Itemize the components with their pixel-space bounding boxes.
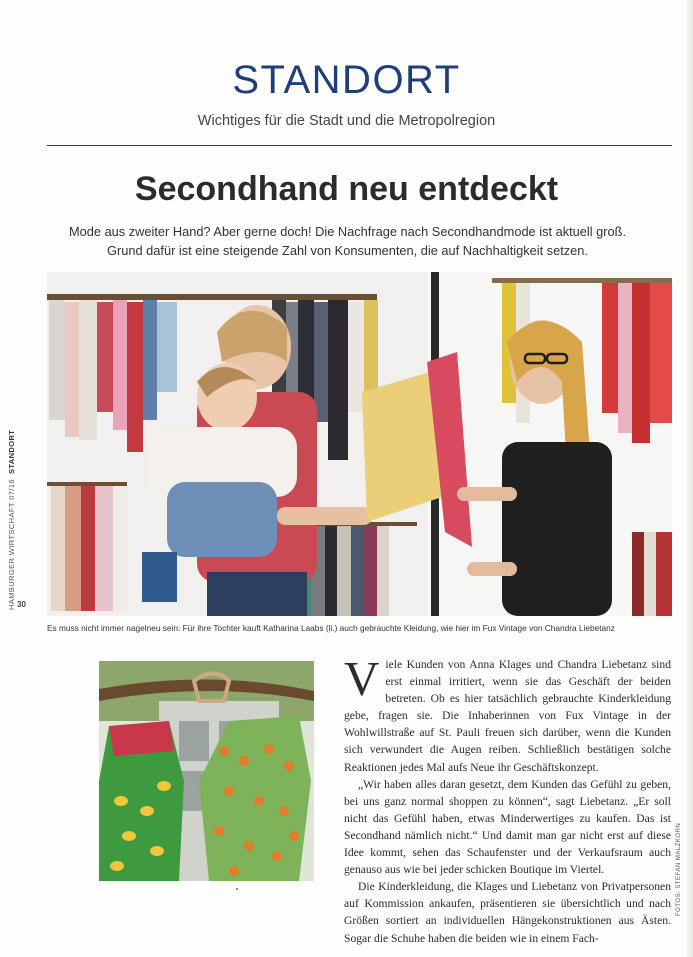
photo-dot — [236, 888, 238, 890]
page-edge — [687, 0, 693, 957]
magazine-name: HAMBURGER WIRTSCHAFT 07/16 — [7, 479, 16, 610]
photo-credit: FOTOS: STEFAN MALZKORN — [676, 822, 682, 916]
section-subtitle: Wichtiges für die Stadt und die Metropolregion — [197, 113, 496, 129]
section-title: STANDORT — [232, 58, 461, 102]
drop-cap: V — [344, 651, 380, 706]
page-number: 30 — [17, 600, 26, 609]
article-headline: Secondhand neu entdeckt — [134, 170, 559, 208]
header-rule — [47, 145, 672, 146]
running-section: STANDORT — [7, 429, 16, 475]
paragraph-1 — [344, 651, 671, 776]
article-body — [344, 651, 671, 947]
article-lead: Mode aus zweiter Hand? Aber gerne doch! Die Nachfrage nach Secondhandmode ist aktuell groß. Grund dafür ist eine steigende Zahl von Konsumenten, die auf Nachhaltigkeit setzen. — [69, 224, 626, 258]
main-photo — [47, 272, 672, 616]
photo-caption: Es muss nicht immer nagelneu sein: Für ihre Tochter kauft Katharina Laabs (li.) auch gebrauchte Kleidung, wie hier im Fux Vintage von Chandra Liebetanz — [47, 623, 615, 633]
paragraph-1-text: iele Kunden von Anna Klages und Chandra Liebetanz sind erst einmal irritiert, wenn sie das Geschäft der beiden betreten. Ob es hier tatsächlich gebrauchte Kinderkleidung gebe, fragen sie. Die Inhaberinnen von Fux Vintage in der Wohlwillstraße auf St. Pauli freuen sich darüber, wenn die Kunden sich verwundert die Augen reiben. Schließlich bestätigen solche Reaktionen jedes Mal aufs Neue ihr Geschäftskonzept. — [344, 658, 671, 774]
running-footer — [7, 430, 16, 610]
secondary-photo — [99, 661, 314, 881]
paragraph-2: „Wir haben alles daran gesetzt, dem Kunden das Gefühl zu geben, bei uns ganz normal shoppen zu können“, sagt Liebetanz. „Er soll nicht das Gefühl haben, etwas Minderwertiges zu kaufen. Das ist Secondhand nämlich nicht.“ Und damit man gar nicht erst auf diese Idee kommt, sehen das Schaufenster und der Verkaufsraum auch genauso aus wie bei jeder schicken Boutique im Viertel. — [344, 777, 671, 877]
paragraph-3: Die Kinderkleidung, die Klages und Liebetanz von Privatpersonen auf Kommission ankaufen, präsentieren sie übersichtlich und nach Größen sortiert an individuellen Hängekonstruktionen aus Ästen. Sogar die Schuhe haben die beiden wie in einem Fach- — [344, 880, 671, 945]
